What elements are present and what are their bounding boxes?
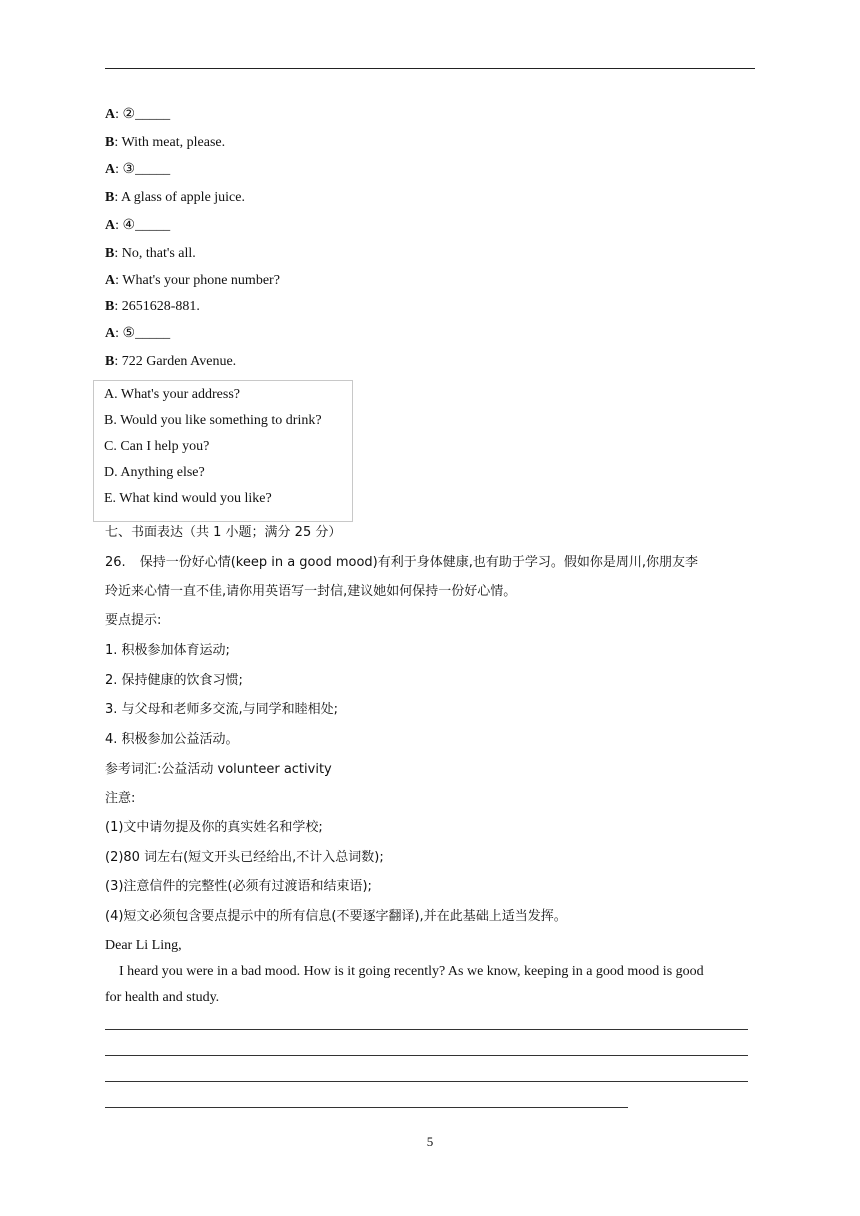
dialogue-text: : ⑤_____: [115, 326, 171, 341]
hint-item: 3. 与父母和老师多交流,与同学和睦相处;: [105, 702, 339, 717]
dialogue-line: [105, 106, 170, 124]
answer-line[interactable]: [105, 1055, 748, 1056]
section-heading: 七、书面表达（共 1 小题；满分 25 分）: [105, 525, 342, 540]
speaker-label: A: [105, 107, 116, 122]
speaker-label: A: [105, 326, 116, 341]
dialogue-text: : What's your phone number?: [115, 273, 280, 288]
hint-item: 4. 积极参加公益活动。: [105, 732, 239, 747]
notes-label: 注意:: [105, 791, 136, 806]
page-number: 5: [426, 1134, 434, 1149]
answer-line[interactable]: [105, 1081, 748, 1082]
note-item: (2)80 词左右(短文开头已经给出,不计入总词数);: [105, 850, 384, 865]
dialogue-text: : ②_____: [115, 107, 171, 122]
option-d: D. Anything else?: [104, 465, 205, 480]
dialogue-line: [105, 134, 225, 152]
hint-item: 1. 积极参加体育运动;: [105, 643, 230, 658]
answer-line[interactable]: [105, 1029, 748, 1030]
dialogue-line: [105, 325, 170, 343]
question-line-1: [105, 554, 698, 572]
speaker-label: A: [105, 273, 116, 288]
dialogue-text: : No, that's all.: [114, 246, 196, 261]
dialogue-text: : A glass of apple juice.: [114, 190, 245, 205]
speaker-label: B: [105, 135, 115, 150]
speaker-label: B: [105, 190, 115, 205]
header-rule: [105, 68, 755, 69]
dialogue-line: [105, 245, 196, 263]
letter-salutation: Dear Li Ling,: [105, 938, 182, 953]
speaker-label: A: [105, 162, 116, 177]
dialogue-text: : 2651628-881.: [114, 299, 200, 314]
note-item: (3)注意信件的完整性(必须有过渡语和结束语);: [105, 879, 372, 894]
question-text: 保持一份好心情(keep in a good mood)有利于身体健康,也有助于学习。假如你是周川,你朋友李: [139, 555, 698, 570]
dialogue-line: [105, 189, 245, 207]
hint-item: 2. 保持健康的饮食习惯;: [105, 673, 243, 688]
speaker-label: B: [105, 354, 115, 369]
speaker-label: B: [105, 246, 115, 261]
question-number: 26.: [105, 555, 126, 570]
dialogue-line: [105, 353, 236, 371]
letter-line: for health and study.: [105, 990, 220, 1005]
dialogue-line: [105, 161, 170, 179]
dialogue-text: : With meat, please.: [114, 135, 226, 150]
option-c: C. Can I help you?: [104, 439, 210, 454]
dialogue-text: : 722 Garden Avenue.: [114, 354, 237, 369]
note-item: (4)短文必须包含要点提示中的所有信息(不要逐字翻译),并在此基础上适当发挥。: [105, 909, 567, 924]
letter-line: I heard you were in a bad mood. How is it going recently? As we know, keeping in a good mood is good: [119, 964, 704, 979]
dialogue-line: [105, 298, 200, 316]
hints-label: 要点提示:: [105, 613, 162, 628]
dialogue-line: [105, 217, 170, 235]
dialogue-text: : ③_____: [115, 162, 171, 177]
dialogue-text: : ④_____: [115, 218, 171, 233]
answer-line[interactable]: [105, 1107, 628, 1108]
note-item: (1)文中请勿提及你的真实姓名和学校;: [105, 820, 323, 835]
option-a: A. What's your address?: [104, 387, 241, 402]
vocab-hint: 参考词汇:公益活动 volunteer activity: [105, 762, 332, 777]
option-e: E. What kind would you like?: [104, 491, 272, 506]
option-b: B. Would you like something to drink?: [104, 413, 322, 428]
question-line-2: 玲近来心情一直不佳,请你用英语写一封信,建议她如何保持一份好心情。: [105, 584, 517, 599]
speaker-label: A: [105, 218, 116, 233]
speaker-label: B: [105, 299, 115, 314]
dialogue-line: [105, 272, 280, 290]
